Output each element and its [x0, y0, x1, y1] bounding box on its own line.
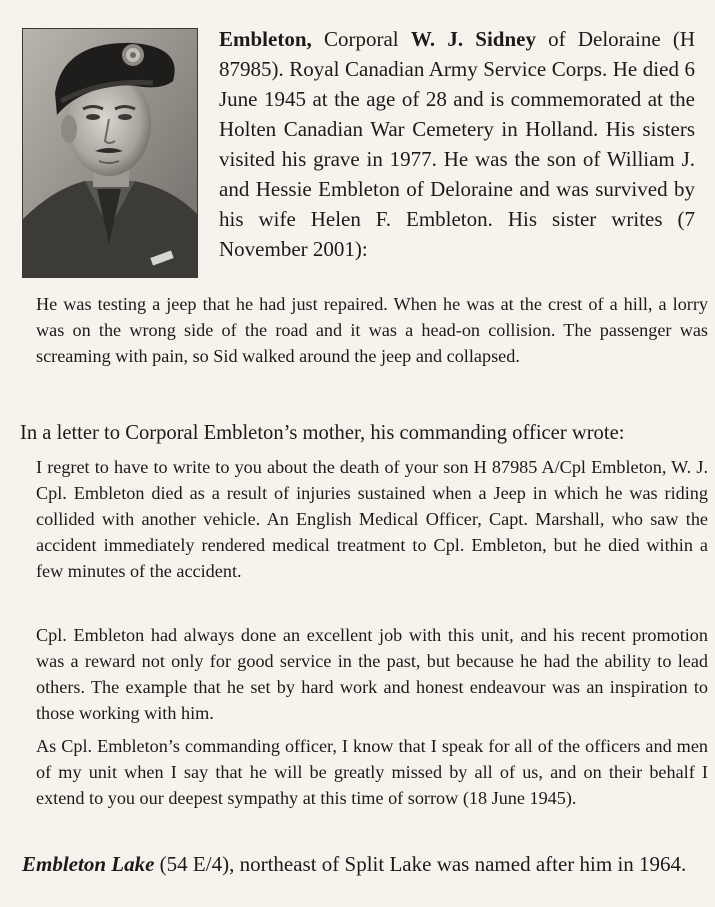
letter-paragraph-3: As Cpl. Embleton’s commanding officer, I know that I speak for all of the officers and men of my unit when I say that he will be greatly missed by all of us, and on their behalf I extend to you our deepest sympathy at this time of sorrow (18 June 1945).: [36, 736, 708, 808]
lake-paragraph: [22, 850, 694, 879]
entry-name: W. J. Sidney: [410, 27, 536, 51]
letter-paragraph-1: I regret to have to write to you about the death of your son H 87985 A/Cpl Embleton, W. J. Cpl. Embleton died as a result of injuries sustained when a Jeep in which he was riding collided with another vehicle. An English Medical Officer, Capt. Marshall, who saw the accident immediately rendered medical treatment to Cpl. Embleton, but he died within a few minutes of the accident.: [36, 457, 708, 581]
letter-intro: In a letter to Corporal Embleton’s mother, his commanding officer wrote:: [20, 422, 625, 444]
portrait-photo: [22, 28, 198, 278]
portrait-icon: [23, 29, 197, 277]
entry-rank: Corporal: [311, 27, 411, 51]
lake-name: Embleton Lake: [22, 852, 155, 876]
letter-paragraph-2: Cpl. Embleton had always done an excellent job with this unit, and his recent promotion was a reward not only for good service in the past, but because he had the ability to lead others. The example that he set by hard work and honest endeavour was an inspiration to those working with him.: [36, 625, 708, 723]
entry-text: of Deloraine (H 87985). Royal Canadian Army Service Corps. He died 6 June 1945 at the age of 28 and is commemorated at the Holten Canadian War Cemetery in Holland. His sisters visited his grave in 1977. He was the son of William J. and Hessie Embleton of Deloraine and was survived by his wife Helen F. Embleton. His sister writes (7 November 2001):: [219, 27, 695, 261]
entry-paragraph: [219, 24, 695, 264]
lake-text: (54 E/4), northeast of Split Lake was named after him in 1964.: [154, 852, 687, 876]
entry-surname: Embleton,: [219, 27, 312, 51]
sister-quote: He was testing a jeep that he had just repaired. When he was at the crest of a hill, a lorry was on the wrong side of the road and it was a head-on collision. The passenger was screaming with pain, so Sid walked around the jeep and collapsed.: [36, 294, 708, 366]
